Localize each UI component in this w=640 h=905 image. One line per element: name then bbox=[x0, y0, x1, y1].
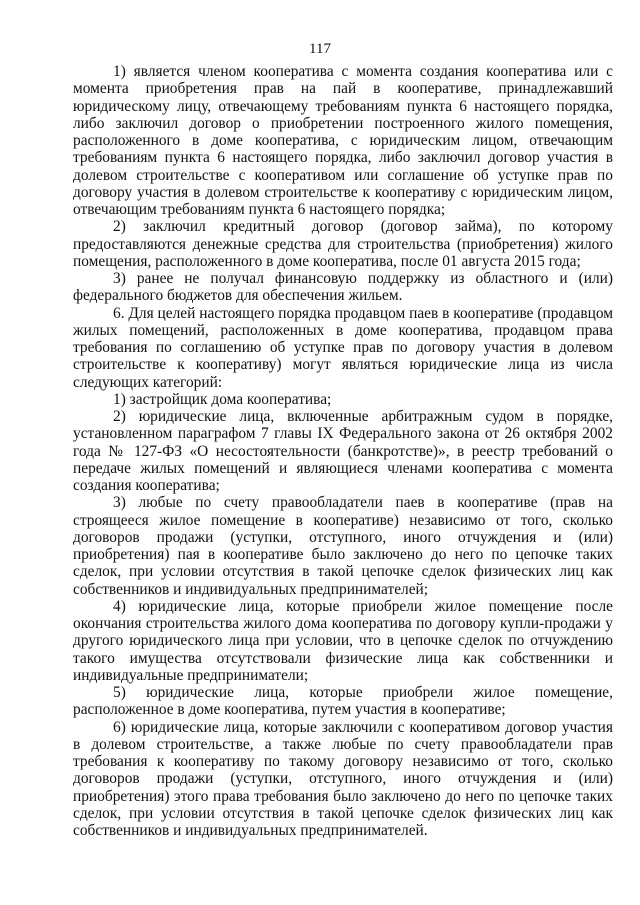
paragraph-clause-3: 3) ранее не получал финансовую поддержку из областного и (или) федерального бюджетов для обеспечения жильем. bbox=[73, 270, 613, 305]
paragraph-clause-1: 1) является членом кооператива с момента создания кооператива или с момента приобретения прав на пай в кооперативе, принадлежавший юридическому лицу, отвечающему требованиям пункта 6 настоящего порядка, либо заключил договор о приобретении построенного жилого помещения, расположенного в доме кооператива, с юридическим лицом, отвечающим требованиям пункта 6 настоящего порядка, либо заключил договор участия в долевом строительстве с кооперативом или соглашение об уступке прав по договору участия в долевом строительстве к кооперативу с юридическим лицом, отвечающим требованиям пункта 6 настоящего порядка; bbox=[73, 63, 613, 218]
paragraph-category-4: 4) юридические лица, которые приобрели жилое помещение после окончания строительства жилого дома кооператива по договору купли-продажи у другого юридического лица при условии, что в цепочке сделок по отчуждению такого имущества отсутствовали физические лица как собственники и индивидуальные предприниматели; bbox=[73, 597, 613, 684]
paragraph-category-2: 2) юридические лица, включенные арбитражным судом в порядке, установленном параграфом 7 главы IX Федерального закона от 26 октября 2002 года № 127-ФЗ «О несостоятельности (банкротстве)», в реестр требований о передаче жилых помещений и являющиеся членами кооператива с момента создания кооператива; bbox=[73, 408, 613, 494]
paragraph-category-5: 5) юридические лица, которые приобрели жилое помещение, расположенное в доме кооператива, путем участия в кооперативе; bbox=[73, 684, 613, 719]
paragraph-category-6: 6) юридические лица, которые заключили с кооперативом договор участия в долевом строительстве, а также любые по счету правообладатели прав требования к кооперативу по такому договору независимо от того, сколько договоров продажи (уступки, отступного, иного отчуждения и (или) приобретения) этого права требования было заключено до него по цепочке таких сделок, при условии отсутствия в такой цепочке сделок физических лиц как собственников и индивидуальных предпринимателей. bbox=[73, 718, 613, 839]
document-body bbox=[73, 63, 613, 839]
paragraph-section-6: 6. Для целей настоящего порядка продавцом паев в кооперативе (продавцом жилых помещений, расположенных в доме кооператива, продавцом права требования по соглашению об уступке прав по договору участия в долевом строительстве к кооперативу) могут являться юридические лица из числа следующих категорий: bbox=[73, 304, 613, 391]
page-number: 117 bbox=[309, 41, 331, 57]
paragraph-category-1: 1) застройщик дома кооператива; bbox=[113, 390, 332, 408]
paragraph-clause-2: 2) заключил кредитный договор (договор займа), по которому предоставляются денежные средства для строительства (приобретения) жилого помещения, расположенного в доме кооператива, после 01 августа 2015 года; bbox=[73, 218, 613, 270]
paragraph-category-3: 3) любые по счету правообладатели паев в кооперативе (прав на строящееся жилое помещение в кооперативе) независимо от того, сколько договоров продажи (уступки, отступного, иного отчуждения и (или) приобретения) пая в кооперативе было заключено до него по цепочке таких сделок, при условии отсутствия в такой цепочке сделок физических лиц как собственников и индивидуальных предпринимателей; bbox=[73, 494, 613, 598]
